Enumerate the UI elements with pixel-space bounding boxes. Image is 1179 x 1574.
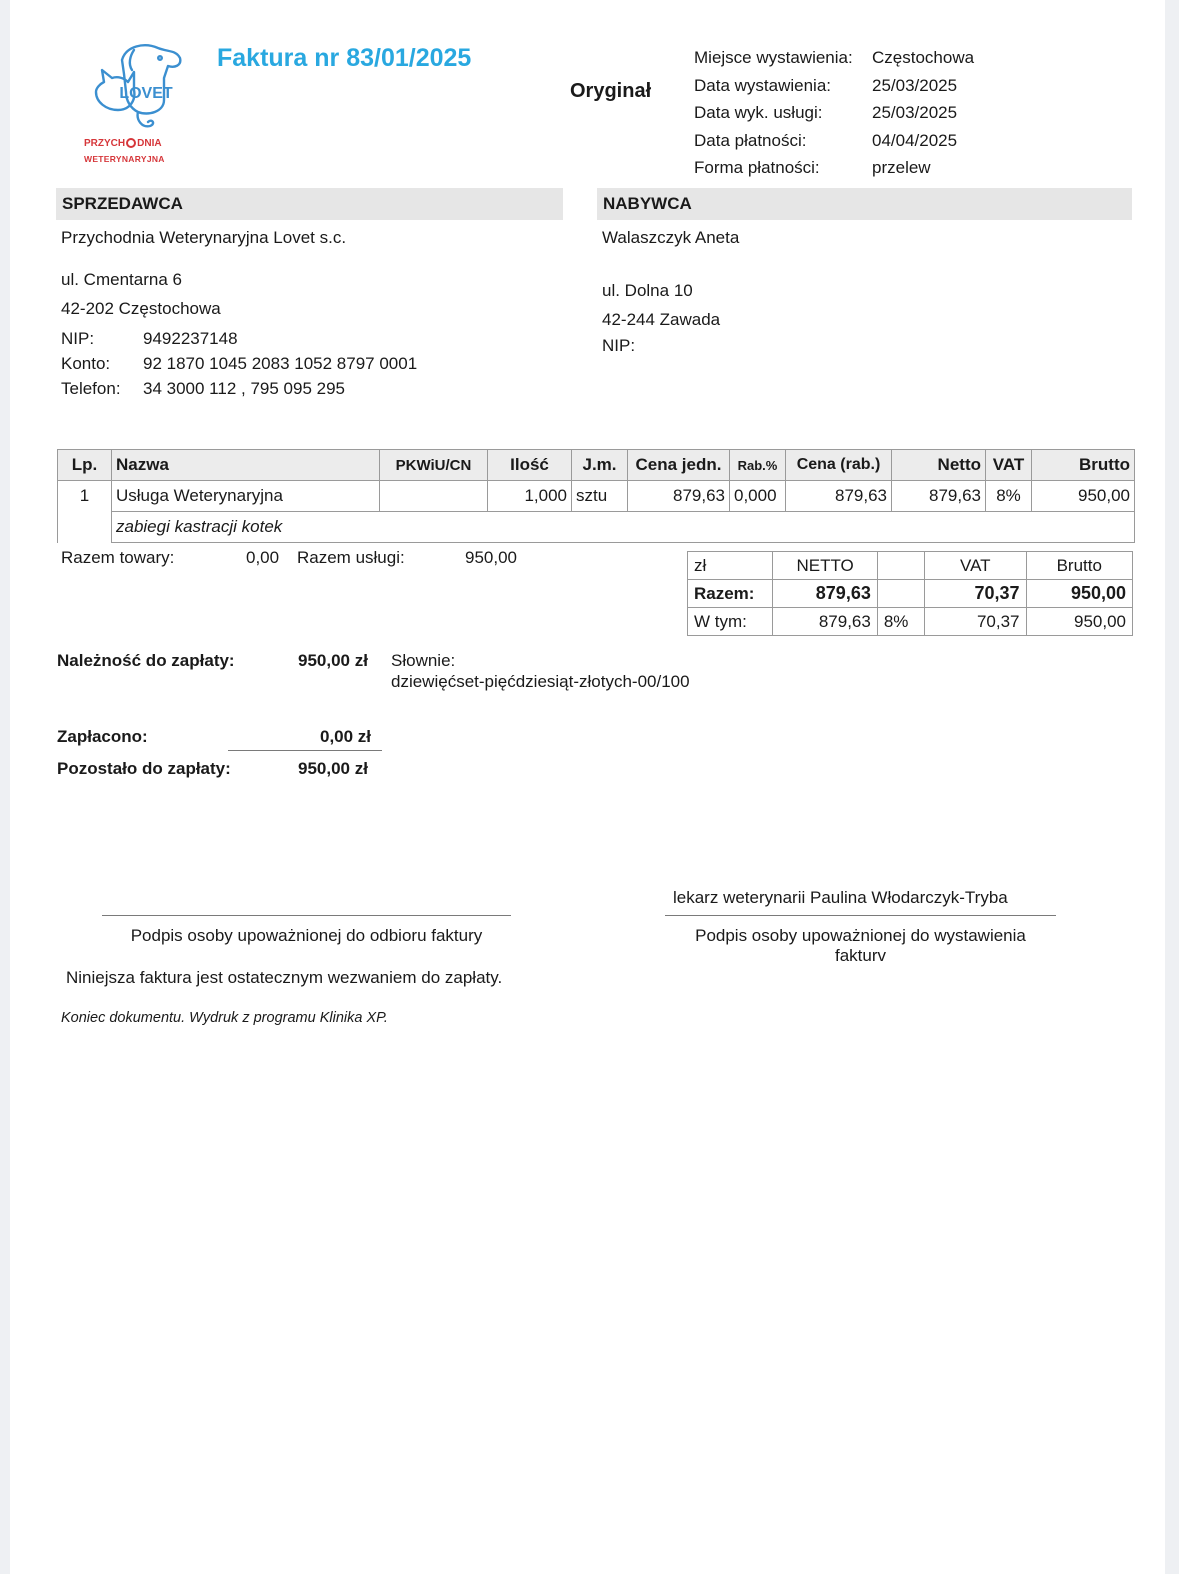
col-lp: Lp. bbox=[58, 450, 112, 481]
col-net: Netto bbox=[892, 450, 986, 481]
meta-value: 04/04/2025 bbox=[872, 130, 958, 150]
items-table bbox=[57, 449, 1135, 543]
amount-due-label: Należność do zapłaty: bbox=[57, 651, 235, 670]
summary-incl-vat: 70,37 bbox=[925, 608, 1026, 636]
buyer-name: Walaszczyk Aneta bbox=[602, 228, 740, 247]
seller-phone-value: 34 3000 112 , 795 095 295 bbox=[143, 379, 345, 398]
logo-brand-text: LOVET bbox=[119, 85, 173, 102]
seller-nip-value: 9492237148 bbox=[143, 329, 238, 348]
item-price: 879,63 bbox=[628, 481, 730, 512]
summary-incl-gross: 950,00 bbox=[1026, 608, 1133, 636]
item-discount: 0,000 bbox=[730, 481, 786, 512]
seller-heading: SPRZEDAWCA bbox=[56, 188, 563, 220]
amount-words-value: dziewięćset-pięćdziesiąt-złotych-00/100 bbox=[391, 672, 690, 691]
paid-value: 0,00 zł bbox=[320, 727, 372, 746]
items-header-row bbox=[58, 450, 1135, 481]
item-description: zabiegi kastracji kotek bbox=[112, 512, 1135, 543]
meta-value: 25/03/2025 bbox=[872, 75, 958, 95]
invoice-meta bbox=[694, 44, 974, 182]
table-row bbox=[58, 481, 1135, 512]
summary-incl-row bbox=[688, 608, 1133, 636]
summary-vat-header: VAT bbox=[925, 552, 1026, 580]
receiver-signature-line bbox=[102, 915, 511, 916]
item-net: 879,63 bbox=[892, 481, 986, 512]
summary-total-vat: 70,37 bbox=[925, 580, 1026, 608]
seller-phone-label: Telefon: bbox=[61, 379, 121, 398]
seller-city: 42-202 Częstochowa bbox=[61, 299, 221, 318]
logo-text-line1 bbox=[84, 138, 162, 149]
issuer-signature-line bbox=[665, 915, 1056, 916]
summary-incl-rate: 8% bbox=[877, 608, 924, 636]
meta-label: Forma płatności: bbox=[694, 158, 820, 177]
summary-currency: zł bbox=[688, 552, 773, 580]
item-gross: 950,00 bbox=[1032, 481, 1135, 512]
meta-row bbox=[694, 127, 974, 155]
seller-name: Przychodnia Weterynaryjna Lovet s.c. bbox=[61, 228, 347, 247]
amount-words-label: Słownie: bbox=[391, 651, 456, 670]
seller-street: ul. Cmentarna 6 bbox=[61, 270, 182, 289]
original-label: Oryginał bbox=[570, 80, 652, 102]
goods-total-value: 0,00 bbox=[246, 548, 280, 567]
col-name: Nazwa bbox=[112, 450, 380, 481]
document-end: Koniec dokumentu. Wydruk z programu Klinika XP. bbox=[61, 1010, 388, 1026]
issuer-signature-caption-line2: fakturv bbox=[834, 946, 887, 965]
col-discount: Rab.% bbox=[730, 450, 786, 481]
summary-total-label: Razem: bbox=[688, 580, 773, 608]
summary-rate-header bbox=[877, 552, 924, 580]
final-notice: Niniejsza faktura jest ostatecznym wezwaniem do zapłaty. bbox=[66, 968, 503, 987]
col-vat: VAT bbox=[986, 450, 1032, 481]
summary-total-row bbox=[688, 580, 1133, 608]
clinic-logo bbox=[74, 38, 190, 170]
amount-due-value: 950,00 zł bbox=[298, 651, 368, 670]
item-name: Usługa Weterynaryjna bbox=[112, 481, 380, 512]
services-total-value: 950,00 bbox=[465, 548, 517, 567]
heart-ring-icon bbox=[126, 138, 136, 148]
dog-cat-logo-icon bbox=[74, 38, 190, 130]
logo-text-line2: WETERYNARYJNA bbox=[84, 154, 165, 164]
seller-nip-label: NIP: bbox=[61, 329, 95, 348]
seller-account-value: 92 1870 1045 2083 1052 8797 0001 bbox=[143, 354, 418, 373]
seller-account bbox=[61, 354, 417, 374]
summary-total-rate bbox=[877, 580, 924, 608]
buyer-heading: NABYWCA bbox=[597, 188, 1132, 220]
summary-net-header: NETTO bbox=[773, 552, 877, 580]
item-unit: sztu bbox=[572, 481, 628, 512]
vat-summary-table bbox=[687, 551, 1133, 636]
meta-row bbox=[694, 99, 974, 127]
invoice-page bbox=[10, 0, 1165, 1574]
meta-label: Data płatności: bbox=[694, 130, 807, 150]
meta-value: 25/03/2025 bbox=[872, 103, 958, 122]
paid-label: Zapłacono: bbox=[57, 727, 148, 746]
meta-row bbox=[694, 44, 974, 72]
col-unit: J.m. bbox=[572, 450, 628, 481]
meta-row bbox=[694, 154, 974, 182]
summary-incl-net: 879,63 bbox=[773, 608, 877, 636]
meta-value: Częstochowa bbox=[872, 48, 975, 67]
col-gross: Brutto bbox=[1032, 450, 1135, 481]
remaining-label: Pozostało do zapłaty: bbox=[57, 759, 231, 778]
receiver-signature-caption: Podpis osoby upoważnionej do odbioru faktury bbox=[130, 926, 483, 945]
invoice-title: Faktura nr 83/01/2025 bbox=[217, 44, 472, 72]
logo-text-part-a: PRZYCH bbox=[84, 138, 126, 149]
summary-total-net: 879,63 bbox=[773, 580, 877, 608]
buyer-city: 42-244 Zawada bbox=[602, 310, 721, 329]
services-total-label: Razem usługi: bbox=[297, 548, 405, 567]
seller-phone bbox=[61, 379, 345, 399]
summary-incl-label: W tym: bbox=[688, 608, 773, 636]
remaining-value: 950,00 zł bbox=[298, 759, 368, 778]
summary-total-gross: 950,00 bbox=[1026, 580, 1133, 608]
col-qty: Ilość bbox=[488, 450, 572, 481]
meta-label: Data wystawienia: bbox=[694, 75, 832, 95]
col-price-disc: Cena (rab.) bbox=[786, 450, 892, 481]
seller-nip bbox=[61, 329, 238, 349]
item-qty: 1,000 bbox=[488, 481, 572, 512]
item-price-disc: 879,63 bbox=[786, 481, 892, 512]
logo-text-part-b: DNIA bbox=[137, 138, 162, 149]
paid-underline bbox=[228, 750, 382, 751]
summary-gross-header: Brutto bbox=[1026, 552, 1133, 580]
summary-header-row bbox=[688, 552, 1133, 580]
issuer-signature-caption: Podpis osoby upoważnionej do wystawienia bbox=[695, 926, 1026, 945]
table-row-description bbox=[58, 512, 1135, 543]
col-pkwiu: PKWiU/CN bbox=[380, 450, 488, 481]
meta-label: Miejsce wystawienia: bbox=[694, 48, 853, 67]
issuer-name: lekarz weterynarii Paulina Włodarczyk-Tryba bbox=[673, 888, 1008, 907]
goods-total-label: Razem towary: bbox=[61, 548, 175, 567]
col-price: Cena jedn. bbox=[628, 450, 730, 481]
item-pkwiu bbox=[380, 481, 488, 512]
meta-label: Data wyk. usługi: bbox=[694, 103, 823, 122]
meta-value: przelew bbox=[872, 158, 931, 177]
item-vat: 8% bbox=[986, 481, 1032, 512]
buyer-nip-label: NIP: bbox=[602, 336, 636, 355]
buyer-street: ul. Dolna 10 bbox=[602, 281, 693, 300]
meta-row bbox=[694, 72, 974, 100]
item-lp: 1 bbox=[58, 481, 112, 543]
seller-account-label: Konto: bbox=[61, 354, 111, 373]
